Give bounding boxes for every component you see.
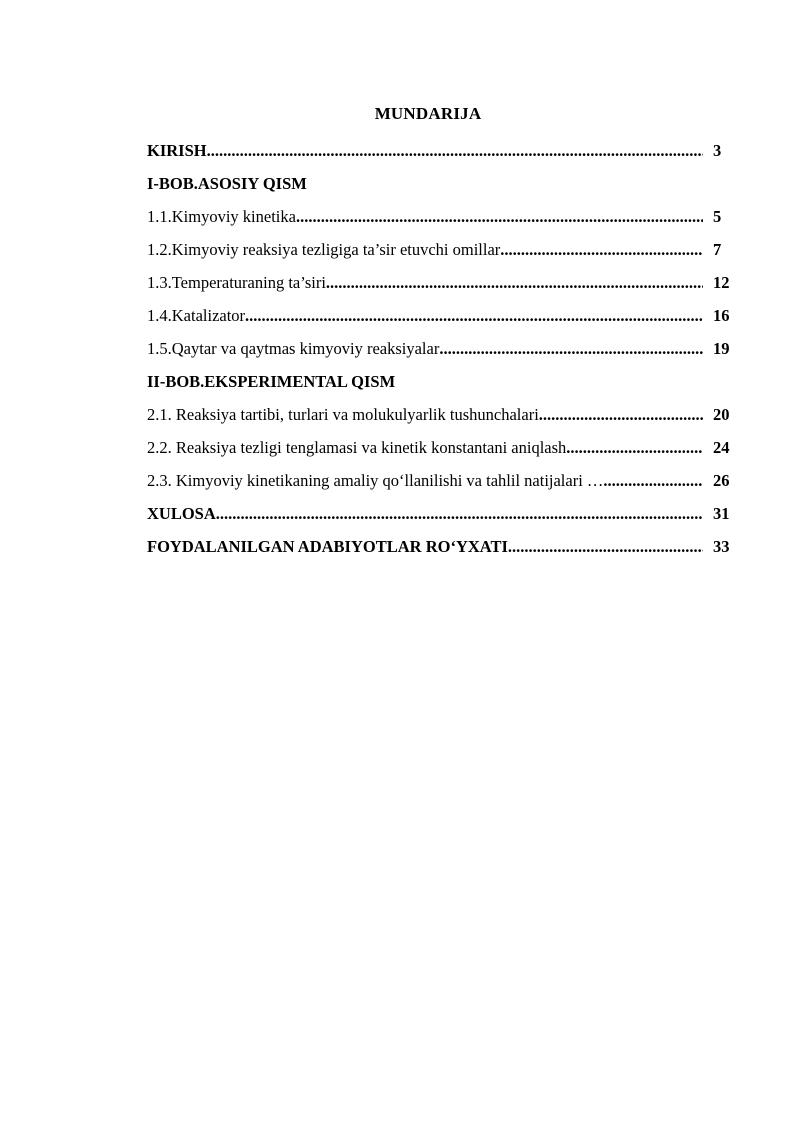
toc-entry-page: 5: [713, 207, 722, 226]
toc-entry-1-5: [147, 338, 737, 360]
toc-heading-label: II-BOB.EKSPERIMENTAL QISM: [147, 372, 396, 391]
toc-entry-1-4: [147, 305, 737, 327]
toc-heading-label: I-BOB.ASOSIY QISM: [147, 174, 307, 193]
toc-entry-references: [147, 536, 737, 558]
toc-leader-dots: [245, 305, 703, 327]
table-of-contents: [147, 140, 737, 558]
toc-entry-page: 19: [713, 339, 730, 358]
toc-leader-dots: [508, 536, 703, 558]
toc-entry-label: 1.1.Kimyoviy kinetika: [147, 207, 296, 226]
toc-leader-dots: [207, 140, 703, 162]
toc-entry-2-1: [147, 404, 737, 426]
toc-entry-label: 2.2. Reaksiya tezligi tenglamasi va kinetik konstantani aniqlash: [147, 438, 567, 457]
toc-entry-page: 33: [713, 537, 730, 556]
toc-entry-page: 7: [713, 240, 722, 259]
toc-entry-xulosa: [147, 503, 737, 525]
toc-entry-label: XULOSA: [147, 504, 216, 523]
toc-leader-dots: [296, 206, 703, 228]
toc-entry-label: 2.1. Reaksiya tartibi, turlari va molukulyarlik tushunchalari: [147, 405, 539, 424]
toc-entry-1-3: [147, 272, 737, 294]
toc-entry-page: 12: [713, 273, 730, 292]
toc-entry-2-3: [147, 470, 737, 492]
toc-entry-label: KIRISH: [147, 141, 207, 160]
toc-leader-dots: [216, 503, 703, 525]
toc-entry-label: 1.4.Katalizator: [147, 306, 246, 325]
toc-entry-label: 1.3.Temperaturaning ta’siri: [147, 273, 326, 292]
toc-leader-dots: [439, 338, 703, 360]
toc-title: MUNDARIJA: [374, 104, 482, 123]
toc-leader-dots: [566, 437, 703, 459]
toc-entry-2-2: [147, 437, 737, 459]
toc-entry-1-2: [147, 239, 737, 261]
toc-heading-chapter-1: [147, 173, 737, 195]
toc-entry-label: 1.2.Kimyoviy reaksiya tezligiga ta’sir etuvchi omillar: [147, 240, 501, 259]
toc-entry-label: 2.3. Kimyoviy kinetikaning amaliy qo‘llanilishi va tahlil natijalari …: [147, 471, 604, 490]
toc-entry-page: 31: [713, 504, 730, 523]
toc-entry-page: 24: [713, 438, 730, 457]
toc-entry-page: 3: [713, 141, 722, 160]
toc-leader-dots: [539, 404, 703, 426]
toc-entry-page: 26: [713, 471, 730, 490]
toc-entry-label: FOYDALANILGAN ADABIYOTLAR RO‘YXATI: [147, 537, 508, 556]
toc-leader-dots: [603, 470, 703, 492]
toc-leader-dots: [326, 272, 703, 294]
toc-entry-1-1: [147, 206, 737, 228]
toc-heading-chapter-2: [147, 371, 737, 393]
toc-entry-kirish: [147, 140, 737, 162]
toc-entry-page: 20: [713, 405, 730, 424]
toc-entry-label: 1.5.Qaytar va qaytmas kimyoviy reaksiyalar: [147, 339, 440, 358]
toc-entry-page: 16: [713, 306, 730, 325]
toc-leader-dots: [500, 239, 703, 261]
